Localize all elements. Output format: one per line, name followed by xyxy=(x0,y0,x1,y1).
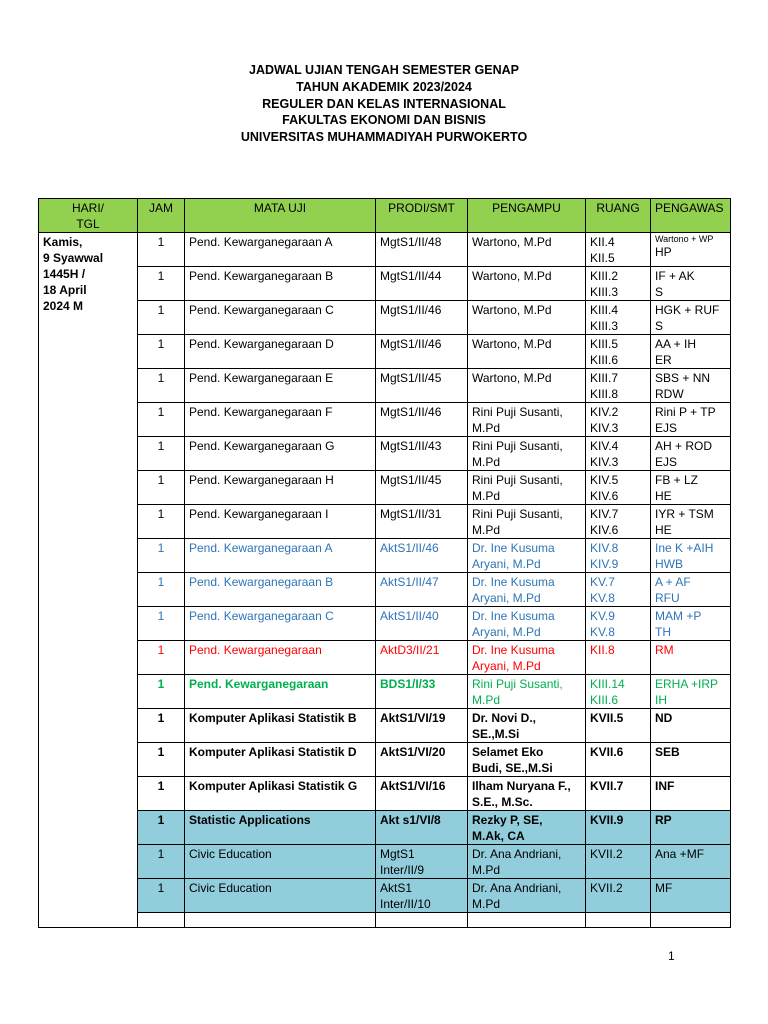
mata-uji-cell: Pend. Kewarganegaraan H xyxy=(185,471,376,505)
pengampu-cell: Dr. Novi D., SE.,M.Si xyxy=(468,709,586,743)
title-line: JADWAL UJIAN TENGAH SEMESTER GENAP xyxy=(249,63,519,77)
pengawas-cell: AH + ROD EJS xyxy=(651,437,731,471)
header-pengampu: PENGAMPU xyxy=(468,199,586,233)
pengawas-cell: Wartono + WP HP xyxy=(651,233,731,267)
jam-cell: 1 xyxy=(138,607,185,641)
header-jam: JAM xyxy=(138,199,185,233)
ruang-cell: KIII.14 KIII.6 xyxy=(586,675,651,709)
jam-cell: 1 xyxy=(138,573,185,607)
table-row xyxy=(39,573,731,607)
jam-cell: 1 xyxy=(138,811,185,845)
prodi-cell: AktS1/VI/20 xyxy=(376,743,468,777)
mata-uji-cell: Pend. Kewarganegaraan B xyxy=(185,573,376,607)
pengampu-cell: Rini Puji Susanti, M.Pd xyxy=(468,437,586,471)
ruang-cell: KVII.9 xyxy=(586,811,651,845)
table-row xyxy=(39,811,731,845)
table-row xyxy=(39,743,731,777)
pengampu-cell: Rezky P, SE, M.Ak, CA xyxy=(468,811,586,845)
table-row xyxy=(39,335,731,369)
pengampu-cell: Dr. Ine Kusuma Aryani, M.Pd xyxy=(468,573,586,607)
prodi-cell: AktD3/II/21 xyxy=(376,641,468,675)
header-hari-tgl: HARI/ TGL xyxy=(39,199,138,233)
jam-cell: 1 xyxy=(138,403,185,437)
prodi-cell: MgtS1/II/48 xyxy=(376,233,468,267)
pengawas-cell: ND xyxy=(651,709,731,743)
jam-cell: 1 xyxy=(138,845,185,879)
prodi-cell: MgtS1 Inter/II/9 xyxy=(376,845,468,879)
pengawas-cell: SBS + NN RDW xyxy=(651,369,731,403)
title-line: REGULER DAN KELAS INTERNASIONAL xyxy=(262,96,506,111)
pengampu-cell: Rini Puji Susanti, M.Pd xyxy=(468,403,586,437)
jam-cell: 1 xyxy=(138,777,185,811)
mata-uji-cell: Komputer Aplikasi Statistik G xyxy=(185,777,376,811)
ruang-cell: KIII.7 KIII.8 xyxy=(586,369,651,403)
jam-cell: 1 xyxy=(138,369,185,403)
mata-uji-cell: Pend. Kewarganegaraan A xyxy=(185,233,376,267)
ruang-cell: KIV.4 KIV.3 xyxy=(586,437,651,471)
prodi-cell: MgtS1/II/45 xyxy=(376,369,468,403)
table-row xyxy=(39,267,731,301)
pengawas-cell: INF xyxy=(651,777,731,811)
pengampu-cell: Wartono, M.Pd xyxy=(468,335,586,369)
ruang-cell: KV.7 KV.8 xyxy=(586,573,651,607)
pengampu-cell: Dr. Ine Kusuma Aryani, M.Pd xyxy=(468,607,586,641)
mata-uji-cell: Pend. Kewarganegaraan B xyxy=(185,267,376,301)
mata-uji-cell: Pend. Kewarganegaraan xyxy=(185,641,376,675)
prodi-cell: AktS1/II/47 xyxy=(376,573,468,607)
ruang-cell: KV.9 KV.8 xyxy=(586,607,651,641)
header-prodi-smt: PRODI/SMT xyxy=(376,199,468,233)
pengampu-cell: Wartono, M.Pd xyxy=(468,233,586,267)
table-row xyxy=(39,403,731,437)
pengawas-cell: IYR + TSM HE xyxy=(651,505,731,539)
pengawas-cell: Ana +MF xyxy=(651,845,731,879)
prodi-cell: MgtS1/II/43 xyxy=(376,437,468,471)
jam-cell: 1 xyxy=(138,641,185,675)
prodi-cell: MgtS1/II/31 xyxy=(376,505,468,539)
header-ruang: RUANG xyxy=(586,199,651,233)
table-row xyxy=(39,709,731,743)
prodi-cell: MgtS1/II/45 xyxy=(376,471,468,505)
empty-cell xyxy=(185,913,376,928)
document-title xyxy=(0,62,768,146)
ruang-cell: KIV.5 KIV.6 xyxy=(586,471,651,505)
pengampu-cell: Dr. Ana Andriani, M.Pd xyxy=(468,845,586,879)
pengawas-cell: AA + IH ER xyxy=(651,335,731,369)
prodi-cell: MgtS1/II/44 xyxy=(376,267,468,301)
ruang-cell: KIV.8 KIV.9 xyxy=(586,539,651,573)
pengawas-cell: RM xyxy=(651,641,731,675)
mata-uji-cell: Pend. Kewarganegaraan A xyxy=(185,539,376,573)
jam-cell: 1 xyxy=(138,675,185,709)
mata-uji-cell: Statistic Applications xyxy=(185,811,376,845)
empty-row xyxy=(39,913,731,928)
prodi-cell: MgtS1/II/46 xyxy=(376,403,468,437)
mata-uji-cell: Pend. Kewarganegaraan F xyxy=(185,403,376,437)
empty-cell xyxy=(651,913,731,928)
jam-cell: 1 xyxy=(138,709,185,743)
mata-uji-cell: Civic Education xyxy=(185,879,376,913)
pengampu-cell: Wartono, M.Pd xyxy=(468,369,586,403)
ruang-cell: KII.8 xyxy=(586,641,651,675)
pengawas-cell: MF xyxy=(651,879,731,913)
empty-cell xyxy=(586,913,651,928)
ruang-cell: KII.4 KII.5 xyxy=(586,233,651,267)
jam-cell: 1 xyxy=(138,743,185,777)
pengawas-cell: RP xyxy=(651,811,731,845)
empty-cell xyxy=(376,913,468,928)
mata-uji-cell: Komputer Aplikasi Statistik D xyxy=(185,743,376,777)
jam-cell: 1 xyxy=(138,301,185,335)
table-row xyxy=(39,641,731,675)
table-row xyxy=(39,437,731,471)
ruang-cell: KIII.2 KIII.3 xyxy=(586,267,651,301)
pengampu-cell: Rini Puji Susanti, M.Pd xyxy=(468,505,586,539)
ruang-cell: KIV.2 KIV.3 xyxy=(586,403,651,437)
pengampu-cell: Wartono, M.Pd xyxy=(468,267,586,301)
mata-uji-cell: Pend. Kewarganegaraan xyxy=(185,675,376,709)
table-row xyxy=(39,369,731,403)
pengampu-cell: Wartono, M.Pd xyxy=(468,301,586,335)
pengampu-cell: Rini Puji Susanti, M.Pd xyxy=(468,675,586,709)
pengawas-cell: MAM +P TH xyxy=(651,607,731,641)
jam-cell: 1 xyxy=(138,335,185,369)
mata-uji-cell: Komputer Aplikasi Statistik B xyxy=(185,709,376,743)
header-pengawas: PENGAWAS xyxy=(651,199,731,233)
mata-uji-cell: Pend. Kewarganegaraan C xyxy=(185,607,376,641)
table-row xyxy=(39,539,731,573)
table-row xyxy=(39,301,731,335)
prodi-cell: Akt s1/VI/8 xyxy=(376,811,468,845)
day-date-cell: Kamis, 9 Syawwal 1445H / 18 April 2024 M xyxy=(39,233,138,928)
empty-cell xyxy=(138,913,185,928)
table-row xyxy=(39,879,731,913)
jam-cell: 1 xyxy=(138,437,185,471)
jam-cell: 1 xyxy=(138,233,185,267)
jam-cell: 1 xyxy=(138,539,185,573)
prodi-cell: MgtS1/II/46 xyxy=(376,335,468,369)
ruang-cell: KIII.5 KIII.6 xyxy=(586,335,651,369)
pengawas-cell: HGK + RUF S xyxy=(651,301,731,335)
ruang-cell: KVII.5 xyxy=(586,709,651,743)
ruang-cell: KVII.6 xyxy=(586,743,651,777)
empty-cell xyxy=(468,913,586,928)
ruang-cell: KVII.2 xyxy=(586,845,651,879)
table-row xyxy=(39,607,731,641)
ruang-cell: KIV.7 KIV.6 xyxy=(586,505,651,539)
jam-cell: 1 xyxy=(138,879,185,913)
jam-cell: 1 xyxy=(138,267,185,301)
exam-schedule-table xyxy=(38,198,731,928)
pengampu-cell: Dr. Ine Kusuma Aryani, M.Pd xyxy=(468,539,586,573)
header-mata-uji: MATA UJI xyxy=(185,199,376,233)
prodi-cell: BDS1/I/33 xyxy=(376,675,468,709)
pengawas-cell: FB + LZ HE xyxy=(651,471,731,505)
mata-uji-cell: Civic Education xyxy=(185,845,376,879)
ruang-cell: KVII.2 xyxy=(586,879,651,913)
mata-uji-cell: Pend. Kewarganegaraan G xyxy=(185,437,376,471)
table-row xyxy=(39,233,731,267)
table-row xyxy=(39,845,731,879)
pengampu-cell: Dr. Ana Andriani, M.Pd xyxy=(468,879,586,913)
mata-uji-cell: Pend. Kewarganegaraan E xyxy=(185,369,376,403)
prodi-cell: AktS1/VI/16 xyxy=(376,777,468,811)
pengawas-cell: ERHA +IRP IH xyxy=(651,675,731,709)
pengawas-cell: Rini P + TP EJS xyxy=(651,403,731,437)
table-row xyxy=(39,675,731,709)
prodi-cell: AktS1 Inter/II/10 xyxy=(376,879,468,913)
jam-cell: 1 xyxy=(138,505,185,539)
pengawas-cell: SEB xyxy=(651,743,731,777)
mata-uji-cell: Pend. Kewarganegaraan C xyxy=(185,301,376,335)
title-line: FAKULTAS EKONOMI DAN BISNIS xyxy=(282,113,486,128)
table-row xyxy=(39,471,731,505)
pengawas-cell: A + AF RFU xyxy=(651,573,731,607)
prodi-cell: MgtS1/II/46 xyxy=(376,301,468,335)
table-row xyxy=(39,777,731,811)
page-number: 1 xyxy=(668,949,675,963)
pengawas-cell: IF + AK S xyxy=(651,267,731,301)
pengampu-cell: Ilham Nuryana F., S.E., M.Sc. xyxy=(468,777,586,811)
ruang-cell: KVII.7 xyxy=(586,777,651,811)
table-row xyxy=(39,505,731,539)
title-line: UNIVERSITAS MUHAMMADIYAH PURWOKERTO xyxy=(240,130,528,145)
prodi-cell: AktS1/II/40 xyxy=(376,607,468,641)
jam-cell: 1 xyxy=(138,471,185,505)
ruang-cell: KIII.4 KIII.3 xyxy=(586,301,651,335)
pengawas-cell: Ine K +AIH HWB xyxy=(651,539,731,573)
pengampu-cell: Dr. Ine Kusuma Aryani, M.Pd xyxy=(468,641,586,675)
prodi-cell: AktS1/II/46 xyxy=(376,539,468,573)
mata-uji-cell: Pend. Kewarganegaraan D xyxy=(185,335,376,369)
pengampu-cell: Rini Puji Susanti, M.Pd xyxy=(468,471,586,505)
mata-uji-cell: Pend. Kewarganegaraan I xyxy=(185,505,376,539)
title-line: TAHUN AKADEMIK 2023/2024 xyxy=(296,79,472,94)
header-row xyxy=(39,199,731,233)
prodi-cell: AktS1/VI/19 xyxy=(376,709,468,743)
pengampu-cell: Selamet Eko Budi, SE.,M.Si xyxy=(468,743,586,777)
